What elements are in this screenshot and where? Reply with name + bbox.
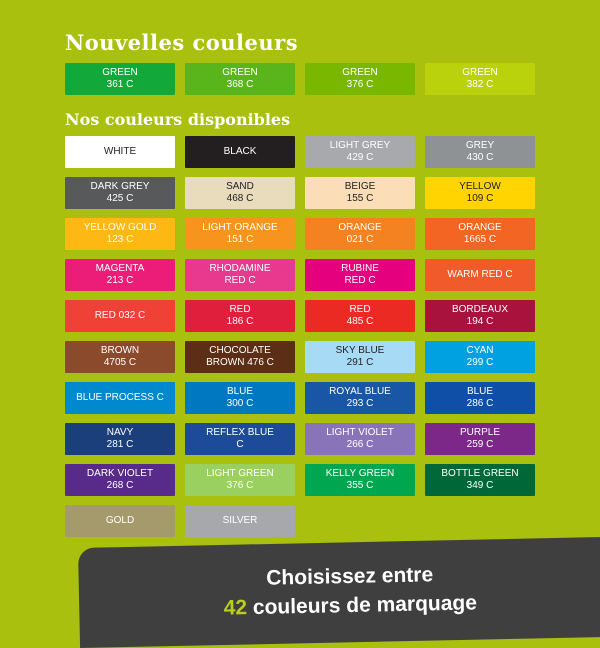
swatch-code: 291 C (346, 357, 374, 368)
swatch-code: 293 C (346, 398, 374, 409)
color-swatch (305, 464, 415, 496)
swatch-name: LIGHT GREY (329, 140, 391, 151)
swatch-name: MAGENTA (95, 263, 145, 274)
available-colors-heading: Nos couleurs disponibles (65, 110, 291, 129)
swatch-name: LIGHT GREEN (206, 468, 274, 479)
swatch-code: 485 C (346, 316, 374, 327)
swatch-name: BLUE (466, 386, 494, 397)
swatch-code: 155 C (346, 193, 374, 204)
swatch-name: LIGHT ORANGE (202, 222, 278, 233)
swatch-code: 361 C (106, 79, 134, 90)
swatch-name: REFLEX BLUE (206, 427, 274, 438)
color-swatch (425, 259, 535, 291)
color-swatch (425, 63, 535, 95)
color-swatch (185, 63, 295, 95)
swatch-code: 194 C (466, 316, 494, 327)
swatch-name: ROYAL BLUE (329, 386, 391, 397)
color-swatch (185, 423, 295, 455)
swatch-name: BEIGE (344, 181, 376, 192)
color-swatch (185, 218, 295, 250)
color-swatch (65, 341, 175, 373)
color-swatch (425, 382, 535, 414)
swatch-code: 349 C (466, 480, 494, 491)
swatch-code: 355 C (346, 480, 374, 491)
color-swatch (65, 464, 175, 496)
color-swatch (425, 177, 535, 209)
color-swatch (185, 382, 295, 414)
swatch-name: BLUE PROCESS C (76, 392, 164, 403)
swatch-name: GREEN (222, 67, 258, 78)
color-swatch (185, 177, 295, 209)
swatch-code: C (236, 439, 244, 450)
swatch-code: 186 C (226, 316, 254, 327)
swatch-code: 268 C (106, 480, 134, 491)
swatch-name: SAND (226, 181, 254, 192)
swatch-name: RHODAMINE (209, 263, 271, 274)
swatch-name: RUBINE (341, 263, 379, 274)
swatch-name: BROWN (100, 345, 140, 356)
banner-line-1: Choisissez entre (266, 563, 434, 590)
color-swatch (65, 177, 175, 209)
color-swatch (185, 505, 295, 537)
swatch-name: GREY (465, 140, 495, 151)
swatch-code: 213 C (106, 275, 134, 286)
swatch-code: RED C (344, 275, 376, 286)
swatch-name: GREEN (462, 67, 498, 78)
color-swatch (65, 505, 175, 537)
swatch-name: GOLD (105, 515, 135, 526)
color-swatch (65, 423, 175, 455)
swatch-code: 286 C (466, 398, 494, 409)
swatch-code: RED C (224, 275, 256, 286)
swatch-code: 299 C (466, 357, 494, 368)
color-swatch (305, 259, 415, 291)
swatch-name: RED 032 C (94, 310, 146, 321)
color-swatch (305, 382, 415, 414)
swatch-name: DARK VIOLET (86, 468, 154, 479)
swatch-code: 266 C (346, 439, 374, 450)
swatch-name: BLUE (226, 386, 254, 397)
swatch-code: 376 C (226, 480, 254, 491)
swatch-code: 382 C (466, 79, 494, 90)
swatch-name: CHOCOLATE (209, 345, 271, 356)
swatch-name: GREEN (102, 67, 138, 78)
new-colors-heading: Nouvelles couleurs (65, 30, 299, 55)
color-swatch (65, 63, 175, 95)
color-swatch (65, 218, 175, 250)
swatch-name: CYAN (466, 345, 494, 356)
color-swatch (65, 136, 175, 168)
color-swatch (185, 341, 295, 373)
banner-color-count: 42 (223, 596, 248, 620)
swatch-name: WARM RED C (447, 269, 513, 280)
swatch-code: 109 C (466, 193, 494, 204)
color-swatch (305, 341, 415, 373)
color-swatch (185, 464, 295, 496)
color-swatch (185, 259, 295, 291)
swatch-name: PURPLE (459, 427, 500, 438)
swatch-name: KELLY GREEN (325, 468, 395, 479)
color-swatch (425, 136, 535, 168)
swatch-name: RED (349, 304, 371, 315)
color-swatch (425, 341, 535, 373)
swatch-code: 1665 C (463, 234, 497, 245)
color-swatch (305, 63, 415, 95)
swatch-name: DARK GREY (90, 181, 150, 192)
swatch-code: 368 C (226, 79, 254, 90)
color-swatch (185, 300, 295, 332)
swatch-name: RED (229, 304, 251, 315)
swatch-code: 429 C (346, 152, 374, 163)
swatch-name: BOTTLE GREEN (441, 468, 519, 479)
swatch-code: 123 C (106, 234, 134, 245)
swatch-code: 425 C (106, 193, 134, 204)
swatch-code: 259 C (466, 439, 494, 450)
swatch-name: BLACK (223, 146, 257, 157)
color-swatch (185, 136, 295, 168)
swatch-name: LIGHT VIOLET (326, 427, 394, 438)
color-swatch (425, 464, 535, 496)
color-swatch (305, 423, 415, 455)
color-swatch (305, 218, 415, 250)
swatch-code: 021 C (346, 234, 374, 245)
color-swatch (425, 300, 535, 332)
swatch-name: GREEN (342, 67, 378, 78)
swatch-code: 4705 C (103, 357, 137, 368)
swatch-name: YELLOW GOLD (83, 222, 157, 233)
color-swatch (305, 136, 415, 168)
color-swatch (65, 300, 175, 332)
swatch-name: ORANGE (338, 222, 382, 233)
color-swatch (65, 259, 175, 291)
swatch-name: YELLOW (459, 181, 501, 192)
color-swatch (305, 177, 415, 209)
swatch-name: NAVY (106, 427, 134, 438)
color-swatch (425, 423, 535, 455)
banner-text (139, 558, 560, 625)
swatch-code: 376 C (346, 79, 374, 90)
swatch-name: SILVER (222, 515, 258, 526)
swatch-name: BORDEAUX (451, 304, 509, 315)
swatch-name: WHITE (103, 146, 137, 157)
swatch-code: 430 C (466, 152, 494, 163)
swatch-code: 151 C (226, 234, 254, 245)
swatch-code: 468 C (226, 193, 254, 204)
swatch-code: 300 C (226, 398, 254, 409)
swatch-name: SKY BLUE (335, 345, 385, 356)
color-swatch (65, 382, 175, 414)
banner-line-2-text: couleurs de marquage (252, 591, 478, 620)
swatch-code: 281 C (106, 439, 134, 450)
swatch-name: ORANGE (458, 222, 502, 233)
color-swatch (425, 218, 535, 250)
color-swatch (305, 300, 415, 332)
swatch-code: BROWN 476 C (206, 357, 274, 368)
